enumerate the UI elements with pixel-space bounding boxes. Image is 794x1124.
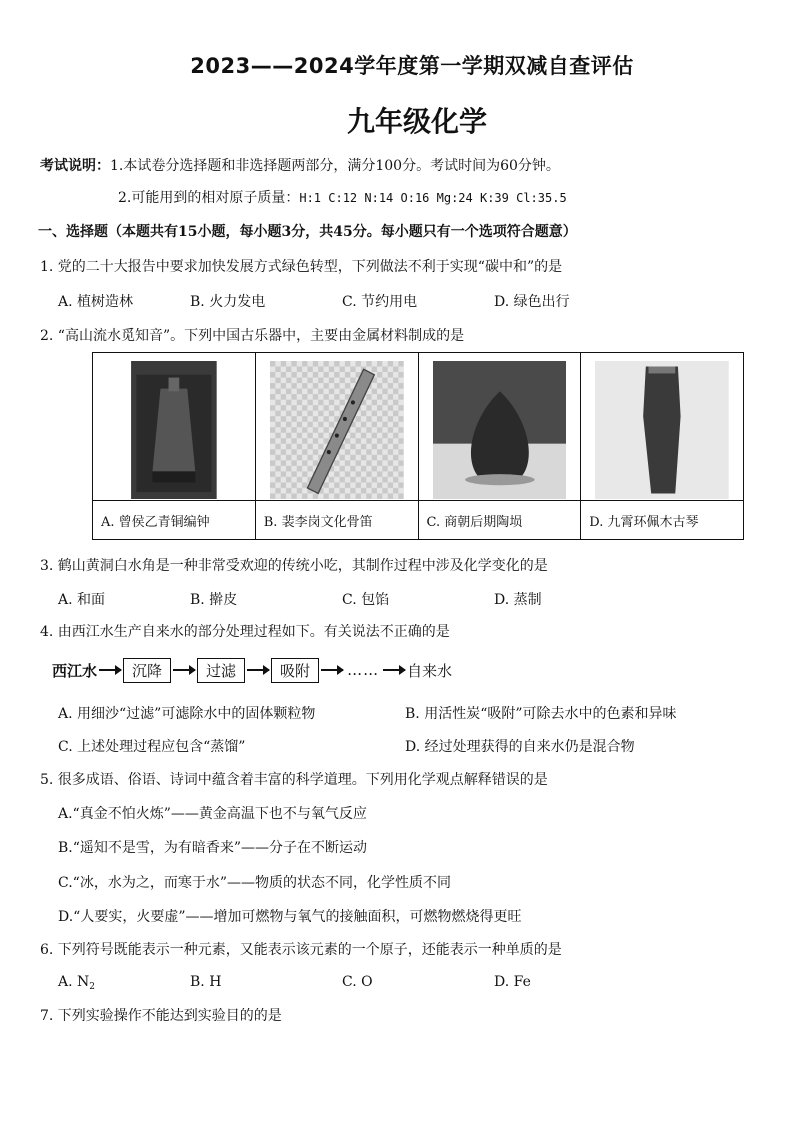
section-heading: 一、选择题（本题共有15小题，每小题3分，共45分。每小题只有一个选项符合题意） [38,224,577,240]
pottery-xun-image [433,361,567,499]
water-treatment-flow [52,656,452,684]
instrument-cell-d [581,353,743,539]
question-6-option-c: C. O [342,974,373,990]
question-4-option-d: D. 经过处理获得的自来水仍是混合物 [405,739,635,755]
instructions-line2 [118,187,567,207]
question-4-option-a: A. 用细沙“过滤”可滤除水中的固体颗粒物 [58,706,316,722]
flow-ellipsis: …… [347,661,380,679]
exam-title: 2023——2024学年度第一学期双减自查评估 [190,54,634,78]
question-5-option-a: A.“真金不怕火炼”——黄金高温下也不与氧气反应 [58,806,367,822]
instrument-caption-d: D. 九霄环佩木古琴 [581,500,743,539]
question-1-option-d: D. 绿色出行 [494,294,570,310]
flow-arrow-icon [383,669,405,671]
atomic-masses: H:1 C:12 N:14 O:16 Mg:24 K:39 Cl:35.5 [299,191,567,205]
question-6-option-d: D. Fe [494,974,531,990]
exam-subject: 九年级化学 [346,105,487,138]
instructions-text2: 2.可能用到的相对原子质量： [118,190,300,206]
question-5-option-b: B.“遥知不是雪，为有暗香来”——分子在不断运动 [58,840,368,856]
flow-step-filtration: 过滤 [197,658,245,683]
instructions-text1: 1.本试卷分选择题和非选择题两部分，满分100分。考试时间为60分钟。 [110,158,560,174]
guqin-image [595,361,729,499]
instructions-line1 [40,155,560,175]
question-2-stem: 2. “高山流水觅知音”。下列中国古乐器中，主要由金属材料制成的是 [40,328,465,344]
flow-step-sedimentation: 沉降 [123,658,171,683]
instrument-cell-b [256,353,419,539]
question-6-option-a [58,974,95,992]
question-1-option-a: A. 植树造林 [58,294,134,310]
instructions-label: 考试说明： [40,158,110,174]
question-3-option-b: B. 擀皮 [190,592,238,608]
question-4-stem: 4. 由西江水生产自来水的部分处理过程如下。有关说法不正确的是 [40,624,450,640]
question-4-option-c: C. 上述处理过程应包含“蒸馏” [58,739,246,755]
question-5-option-c: C.“冰，水为之，而寒于水”——物质的状态不同，化学性质不同 [58,875,451,891]
flow-start: 西江水 [52,661,98,680]
question-1-stem: 1. 党的二十大报告中要求加快发展方式绿色转型，下列做法不利于实现“碳中和”的是 [40,259,563,275]
question-6-option-a-label: A. N [58,974,90,990]
instrument-cell-c [419,353,582,539]
question-3-option-c: C. 包馅 [342,592,390,608]
instrument-caption-b: B. 裴李岗文化骨笛 [256,500,418,539]
question-5-stem: 5. 很多成语、俗语、诗词中蕴含着丰富的科学道理。下列用化学观点解释错误的是 [40,772,548,788]
question-6-option-b: B. H [190,974,222,990]
instrument-caption-a: A. 曾侯乙青铜编钟 [93,500,255,539]
flow-arrow-icon [99,669,121,671]
flow-arrow-icon [173,669,195,671]
question-3-stem: 3. 鹤山黄洞白水角是一种非常受欢迎的传统小吃，其制作过程中涉及化学变化的是 [40,558,548,574]
question-3-option-d: D. 蒸制 [494,592,542,608]
question-7-stem: 7. 下列实验操作不能达到实验目的的是 [40,1008,282,1024]
question-1-option-b: B. 火力发电 [190,294,266,310]
question-4-option-b: B. 用活性炭“吸附”可除去水中的色素和异味 [405,706,677,722]
instrument-table [92,352,744,540]
question-1-option-c: C. 节约用电 [342,294,418,310]
flow-end: 自来水 [407,661,453,680]
question-3-option-a: A. 和面 [58,592,106,608]
flow-step-adsorption: 吸附 [271,658,319,683]
question-5-option-d: D.“人要实，火要虚”——增加可燃物与氧气的接触面积，可燃物燃烧得更旺 [58,909,522,925]
bone-flute-image [270,361,404,499]
flow-arrow-icon [247,669,269,671]
flow-arrow-icon [321,669,343,671]
instrument-caption-c: C. 商朝后期陶埙 [419,500,581,539]
question-6-option-a-subscript: 2 [89,982,95,992]
bronze-bell-image [107,361,241,499]
instrument-cell-a [93,353,256,539]
question-6-stem: 6. 下列符号既能表示一种元素，又能表示该元素的一个原子，还能表示一种单质的是 [40,942,562,958]
